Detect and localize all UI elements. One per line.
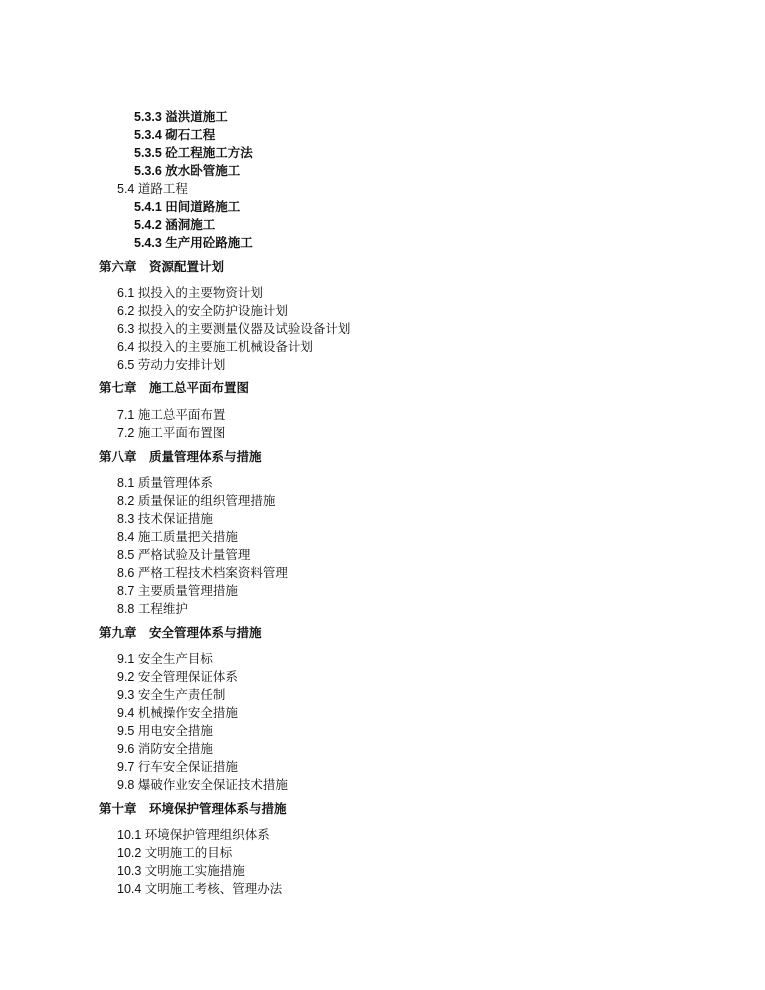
toc-entry-9-4: 9.4 机械操作安全措施 [117,706,238,720]
toc-entry-6-1: 6.1 拟投入的主要物资计划 [117,286,263,300]
toc-entry-7-2: 7.2 施工平面布置图 [117,426,226,440]
toc-entry-9-7: 9.7 行车安全保证措施 [117,760,238,774]
toc-entry-8-7: 8.7 主要质量管理措施 [117,584,238,598]
toc-entry-5-3-3: 5.3.3 溢洪道施工 [134,110,228,124]
toc-chapter-10: 第十章 环境保护管理体系与措施 [99,802,287,816]
toc-chapter-7: 第七章 施工总平面布置图 [99,381,250,395]
toc-entry-9-1: 9.1 安全生产目标 [117,652,213,666]
toc-chapter-6: 第六章 资源配置计划 [99,260,225,274]
toc-entry-5-3-4: 5.3.4 砌石工程 [134,128,216,142]
toc-entry-6-5: 6.5 劳动力安排计划 [117,358,226,372]
toc-entry-5-4-2: 5.4.2 涵洞施工 [134,218,216,232]
toc-entry-8-2: 8.2 质量保证的组织管理措施 [117,494,276,508]
toc-entry-5-4: 5.4 道路工程 [117,182,188,196]
toc-entry-8-1: 8.1 质量管理体系 [117,476,213,490]
toc-entry-10-3: 10.3 文明施工实施措施 [117,864,245,878]
toc-entry-5-3-5: 5.3.5 砼工程施工方法 [134,146,253,160]
toc-entry-8-6: 8.6 严格工程技术档案资料管理 [117,566,288,580]
toc-entry-9-2: 9.2 安全管理保证体系 [117,670,238,684]
toc-chapter-9: 第九章 安全管理体系与措施 [99,626,262,640]
toc-entry-9-6: 9.6 消防安全措施 [117,742,213,756]
toc-entry-8-4: 8.4 施工质量把关措施 [117,530,238,544]
toc-entry-8-3: 8.3 技术保证措施 [117,512,213,526]
toc-entry-6-3: 6.3 拟投入的主要测量仪器及试验设备计划 [117,322,351,336]
toc-entry-9-5: 9.5 用电安全措施 [117,724,213,738]
toc-entry-5-4-3: 5.4.3 生产用砼路施工 [134,236,253,250]
toc-entry-6-4: 6.4 拟投入的主要施工机械设备计划 [117,340,313,354]
toc-entry-10-1: 10.1 环境保护管理组织体系 [117,828,270,842]
toc-entry-9-3: 9.3 安全生产责任制 [117,688,226,702]
toc-entry-5-4-1: 5.4.1 田间道路施工 [134,200,241,214]
toc-entry-10-4: 10.4 文明施工考核、管理办法 [117,882,283,896]
toc-chapter-8: 第八章 质量管理体系与措施 [99,450,262,464]
toc-entry-7-1: 7.1 施工总平面布置 [117,408,226,422]
toc-entry-8-5: 8.5 严格试验及计量管理 [117,548,251,562]
toc-entry-8-8: 8.8 工程维护 [117,602,188,616]
toc-entry-6-2: 6.2 拟投入的安全防护设施计划 [117,304,288,318]
toc-entry-10-2: 10.2 文明施工的目标 [117,846,233,860]
toc-entry-9-8: 9.8 爆破作业安全保证技术措施 [117,778,288,792]
toc-entry-5-3-6: 5.3.6 放水卧管施工 [134,164,241,178]
